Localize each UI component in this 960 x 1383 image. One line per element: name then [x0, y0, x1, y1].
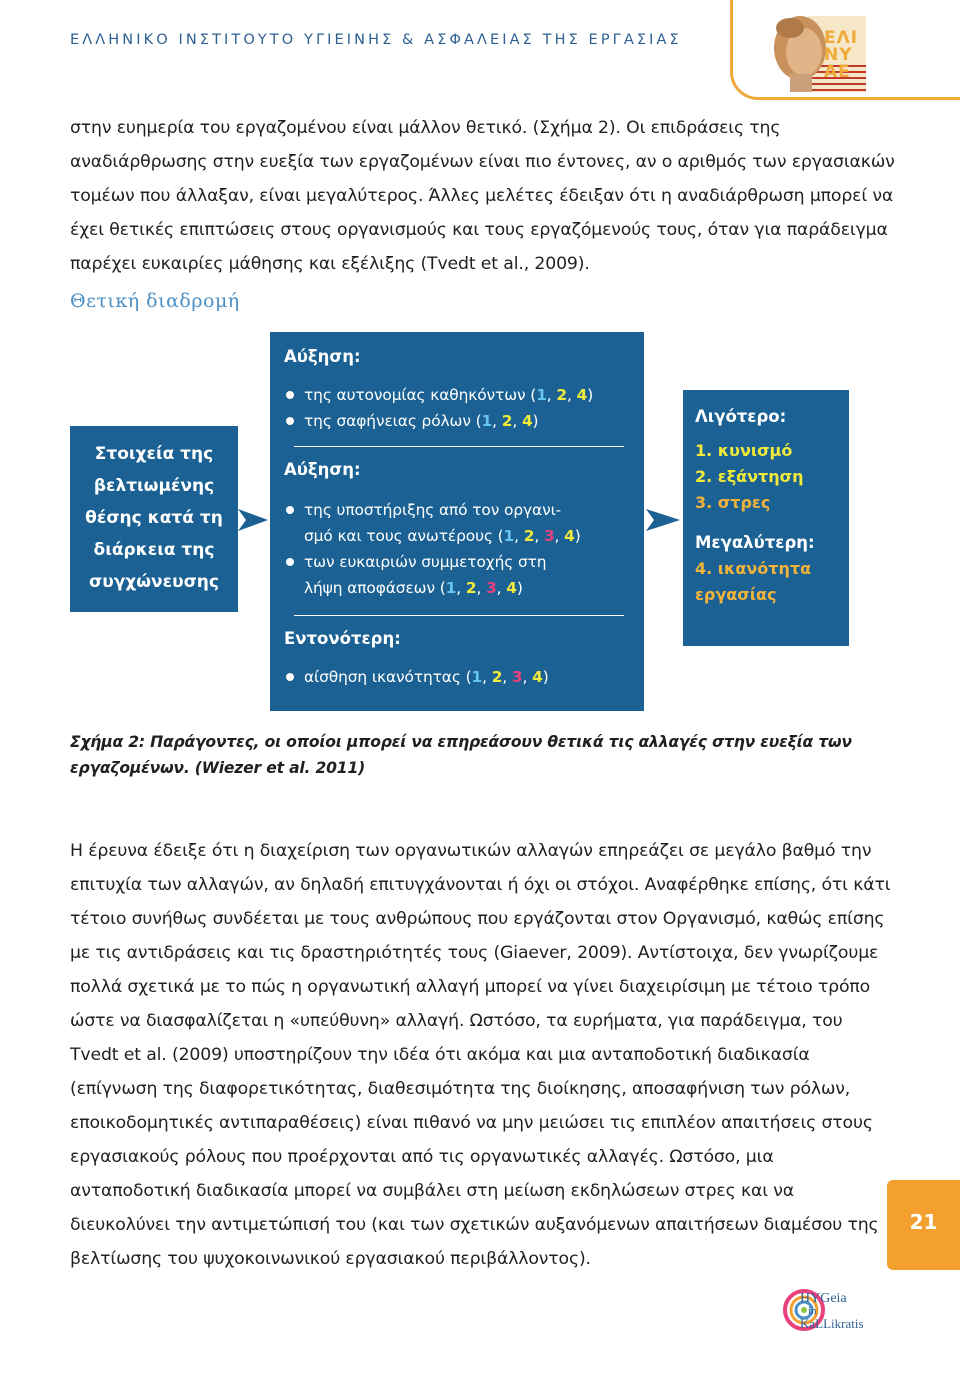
logo-letters: ΕΛΙΝΥΑΕ — [824, 28, 859, 82]
left-box-line: Στοιχεία της — [94, 444, 214, 464]
diagram-right-box — [683, 390, 849, 646]
outcome-item: 2. εξάντηση — [695, 467, 804, 486]
institute-logo — [760, 8, 870, 94]
diagram-left-box — [70, 426, 238, 612]
less-heading: Λιγότερο: — [695, 407, 787, 426]
list-item: αίσθηση ικανότητας (1, 2, 3, 4) — [284, 664, 630, 690]
arrow-right-icon — [236, 505, 272, 535]
left-box-line: συγχώνευσης — [89, 572, 219, 592]
list-item: των ευκαιριών συμμετοχής στη λήψη αποφάσεων (1, 2, 3, 4) — [284, 549, 630, 601]
left-box-line: διάρκεια της — [93, 540, 215, 560]
outcome-item: εργασίας — [695, 585, 777, 604]
paragraph-body: Η έρευνα έδειξε ότι η διαχείριση των οργανωτικών αλλαγών επηρεάζει σε μεγάλο βαθμό την επιτυχία των αλλαγών, αν δηλαδή επιτυγχάνονται ή όχι οι στόχοι. Αναφέρθηκε επίσης, ότι κάτι τέτοιο συνήθως συνδέεται με τους ανθρώπους που εργάζονται στον Οργανισμό, καθώς επίσης με τις αντιδράσεις και τις δραστηριότητές τους (Giaever, 2009). Αντίστοιχα, δεν γνωρίζουμε πολλά σχετικά με το πώς η οργανωτική αλλαγή μπορεί να γίνει διαχειρίσιμη με τέτοιο τρόπο ώστε να διασφαλίζεται η «υπεύθυνη» αλλαγή. Ωστόσο, τα ευρήματα, για παράδειγμα, του Tvedt et al. (2009) υποστηρίζουν την ιδέα ότι ακόμα και μια ανταποδοτική διαδικασία (επίγνωση της διαφορετικότητας, διαθεσιμότητα της διοίκησης, αποσαφήνιση των ρόλων, εποικοδομητικές αντιπαραθέσεις) είναι πιθανό να μην μειώσει τις επιπλέον απαιτήσεις στους εργασιακούς ρόλους που προέρχονται από τις οργανωτικές αλλαγές. Ωστόσο, μια ανταποδοτική διαδικασία μπορεί να συμβάλει στη μείωση εκδηλώσεων στρες και να διευκολύνει την αντιμετώπισή του (και των σχετικών αυξανόμενων απαιτήσεων διαμέσου της βελτίωσης του ψυχοκοινωνικού εργασιακού περιβάλλοντος). — [70, 841, 891, 1269]
stronger-heading: Εντονότερη: — [284, 629, 401, 648]
list-item: της σαφήνειας ρόλων (1, 2, 4) — [284, 408, 630, 434]
paragraph-intro: στην ευημερία του εργαζομένου είναι μάλλον θετικό. (Σχήμα 2). Οι επιδράσεις της αναδιάρθρωσης στην ευεξία των εργαζομένων είναι πιο έντονες, αν ο αριθμός των εργασιακών τομέων που άλλαξαν, είναι μεγαλύτερος. Άλλες μελέτες έδειξαν ότι η αναδιάρθρωση μπορεί να έχει θετικές επιπτώσεις στους οργανισμούς και τους εργαζόμενούς τους, όταν για παράδειγμα παρέχει ευκαιρίες μάθησης και εξέλιξης (Tvedt et al., 2009). — [70, 118, 895, 274]
header-title: ΕΛΛΗΝΙΚΟ ΙΝΣΤΙΤΟΥΤΟ ΥΓΙΕΙΝΗΣ & ΑΣΦΑΛΕΙΑΣ ΤΗΣ ΕΡΓΑΣΙΑΣ — [70, 32, 682, 48]
arrow-right-icon — [644, 505, 684, 535]
figure-caption: Σχήμα 2: Παράγοντες, οι οποίοι μπορεί να επηρεάσουν θετικά τις αλλαγές στην ευεξία των εργαζομένων. (Wiezer et al. 2011) — [70, 733, 852, 777]
left-box-line: θέσης κατά τη — [85, 508, 223, 528]
left-box-line: βελτιωμένης — [93, 476, 215, 496]
outcome-item: 4. ικανότητα — [695, 559, 812, 578]
diagram-middle-box — [270, 332, 644, 711]
increase-heading: Αύξηση: — [284, 460, 361, 479]
footer-logo-text: HYGeia in KaLLikratis — [800, 1291, 864, 1331]
section-heading: Θετική διαδρομή — [70, 290, 240, 312]
more-heading: Μεγαλύτερη: — [695, 533, 815, 552]
list-item: της αυτονομίας καθηκόντων (1, 2, 4) — [284, 382, 630, 408]
list-item: της υποστήριξης από τον οργανι- σμό και τους ανωτέρους (1, 2, 3, 4) — [284, 497, 630, 549]
outcome-item: 1. κυνισμό — [695, 441, 793, 460]
page-number: 21 — [887, 1180, 960, 1270]
increase-heading: Αύξηση: — [284, 347, 361, 366]
outcome-item: 3. στρες — [695, 493, 771, 512]
